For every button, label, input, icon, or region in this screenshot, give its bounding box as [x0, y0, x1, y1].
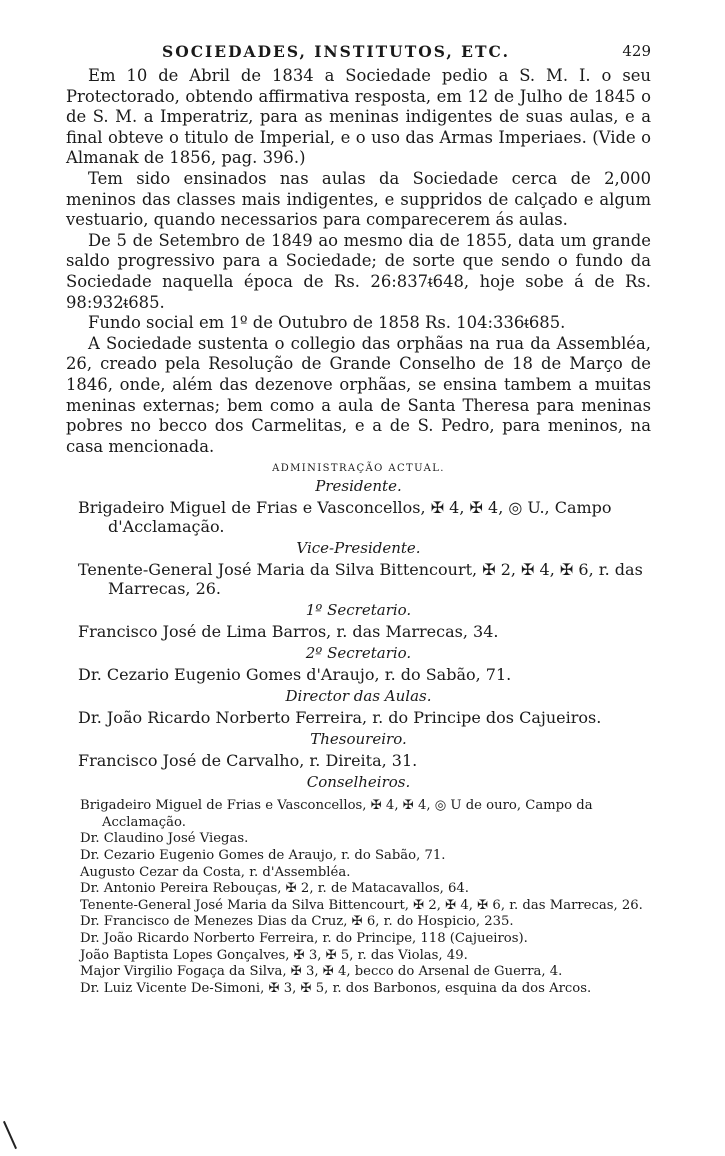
council-list — [66, 798, 651, 997]
council-entry: Dr. Antonio Pereira Rebouças, ✠ 2, r. de Matacavallos, 64. — [80, 881, 469, 897]
council-entry: Dr. Luiz Vicente De-Simoni, ✠ 3, ✠ 5, r. dos Barbonos, esquina da dos Arcos. — [80, 980, 592, 996]
role-title: 1º Secretario. — [305, 601, 412, 620]
paragraph: Em 10 de Abril de 1834 a Sociedade pedio a S. M. I. o seu Protectorado, obtendo affirmativa resposta, em 12 de Julho de 1845 o de S. M. a Imperatriz, para as meninas indigentes de suas aulas, e a final obteve o titulo de Imperial, e o uso das Armas Imperiaes. (Vide o Almanak de 1856, pag. 396.) — [66, 66, 651, 168]
council-entry: Dr. Cezario Eugenio Gomes de Araujo, r. do Sabão, 71. — [80, 848, 446, 864]
paragraph: Fundo social em 1º de Outubro de 1858 Rs. 104:336ᵵ685. — [88, 313, 566, 333]
role-entry: Brigadeiro Miguel de Frias e Vasconcellos, ✠ 4, ✠ 4, ◎ U., Campo d'Acclamação. — [78, 498, 612, 537]
paragraph: De 5 de Setembro de 1849 ao mesmo dia de 1855, data um grande saldo progressivo para a Sociedade; de sorte que sendo o fundo da Sociedade naquella época de Rs. 26:837ᵵ648, hoje sobe á de Rs. 98:932ᵵ685. — [66, 230, 651, 312]
document-page — [66, 42, 651, 997]
role-title: Vice-Presidente. — [296, 539, 421, 558]
council-entry: Brigadeiro Miguel de Frias e Vasconcellos, ✠ 4, ✠ 4, ◎ U de ouro, Campo da Acclamação. — [80, 798, 593, 830]
role-entry: Francisco José de Carvalho, r. Direita, 31. — [78, 751, 418, 771]
council-title: Conselheiros. — [306, 773, 411, 792]
page-number: 429 — [622, 42, 651, 60]
page-header — [66, 42, 651, 66]
council-entry: Augusto Cezar da Costa, r. d'Assembléa. — [80, 864, 351, 880]
role-title: Thesoureiro. — [310, 730, 407, 749]
role-entry: Dr. Cezario Eugenio Gomes d'Araujo, r. do Sabão, 71. — [78, 665, 512, 685]
paragraph: A Sociedade sustenta o collegio das orphãas na rua da Assembléa, 26, creado pela Resolução de Grande Conselho de 18 de Março de 1846, onde, além das dezenove orphãas, se ensina tambem a muitas meninas externas; bem como a aula de Santa Theresa para meninas pobres no becco dos Carmelitas, e a de S. Pedro, para meninos, na casa mencionada. — [66, 333, 651, 456]
council-entry: Major Virgilio Fogaça da Silva, ✠ 3, ✠ 4, becco do Arsenal de Guerra, 4. — [80, 964, 563, 980]
role-title: Presidente. — [315, 477, 402, 496]
council-entry: Dr. Francisco de Menezes Dias da Cruz, ✠ 6, r. do Hospicio, 235. — [80, 914, 514, 930]
running-title: SOCIEDADES, INSTITUTOS, ETC. — [162, 42, 510, 61]
council-entry: João Baptista Lopes Gonçalves, ✠ 3, ✠ 5, r. das Violas, 49. — [80, 947, 468, 963]
officers-list — [66, 477, 651, 770]
scan-mark — [3, 1121, 17, 1149]
role-entry: Francisco José de Lima Barros, r. das Marrecas, 34. — [78, 622, 499, 642]
role-entry: Tenente-General José Maria da Silva Bittencourt, ✠ 2, ✠ 4, ✠ 6, r. das Marrecas, 26. — [78, 560, 643, 599]
council-entry: Dr. Claudino José Viegas. — [80, 831, 249, 847]
council-entry: Dr. João Ricardo Norberto Ferreira, r. do Principe, 118 (Cajueiros). — [80, 931, 528, 947]
administration-heading: ADMINISTRAÇÃO ACTUAL. — [272, 463, 445, 475]
role-entry: Dr. João Ricardo Norberto Ferreira, r. do Principe dos Cajueiros. — [78, 708, 602, 728]
role-title: Director das Aulas. — [285, 687, 432, 706]
council-entry: Tenente-General José Maria da Silva Bittencourt, ✠ 2, ✠ 4, ✠ 6, r. das Marrecas, 26. — [80, 897, 643, 913]
paragraph: Tem sido ensinados nas aulas da Sociedade cerca de 2,000 meninos das classes mais indigentes, e suppridos de calçado e algum vestuario, quando necessarios para comparecerem ás aulas. — [66, 168, 651, 230]
body-text — [66, 66, 651, 457]
role-title: 2º Secretario. — [305, 644, 412, 663]
